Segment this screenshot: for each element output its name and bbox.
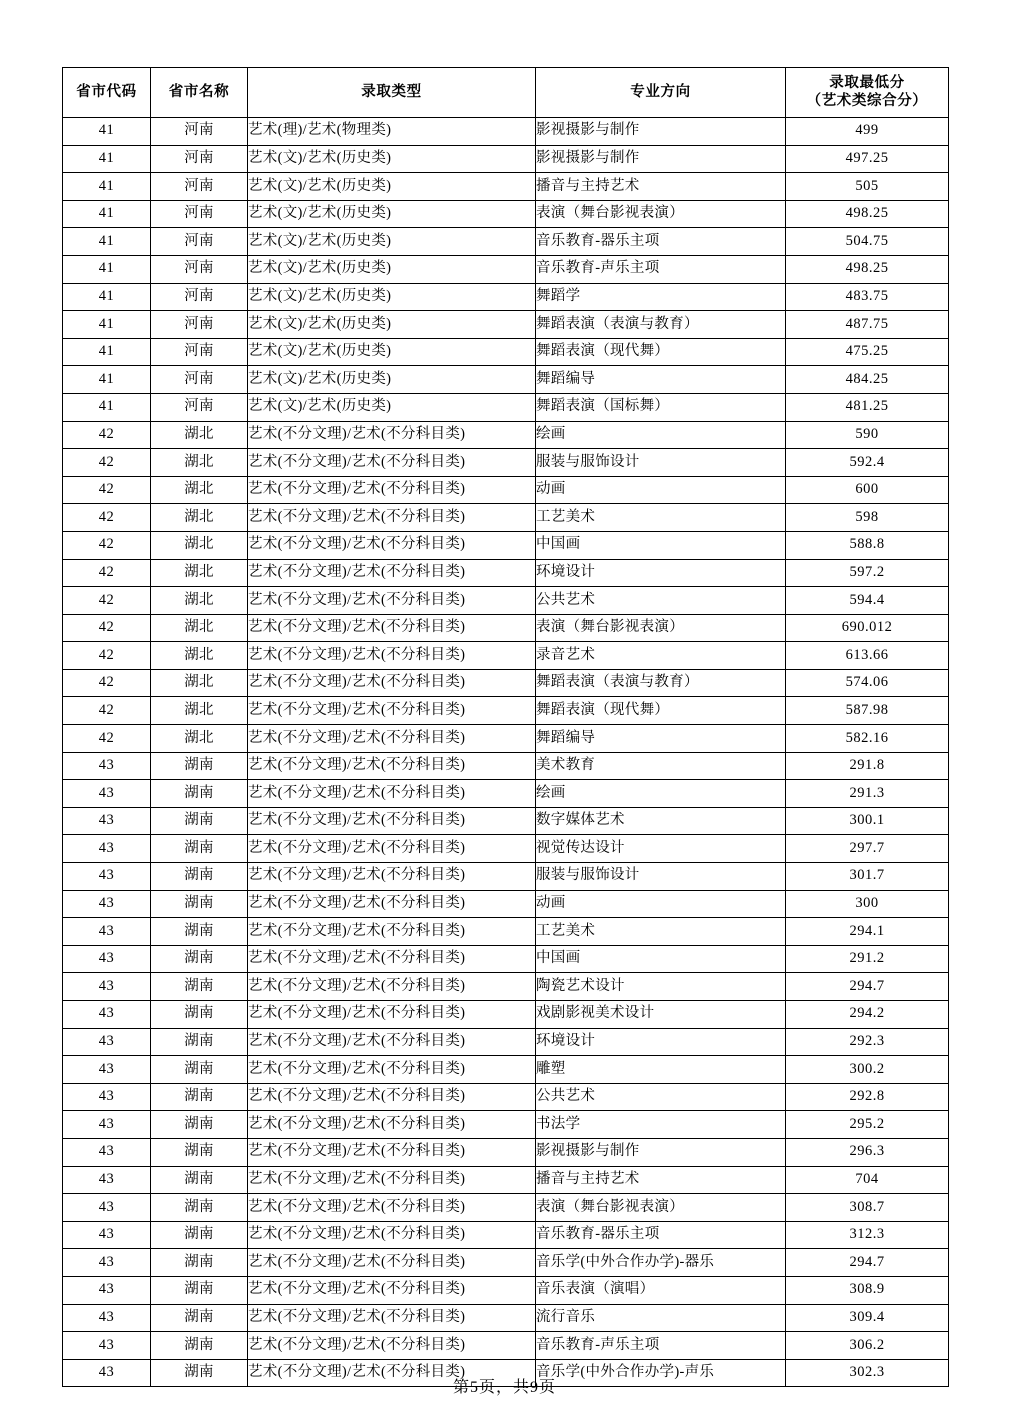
cell-major-direction: 舞蹈表演（国标舞）	[536, 393, 786, 421]
cell-major-direction: 舞蹈表演（表演与教育）	[536, 311, 786, 339]
cell-major-direction: 环境设计	[536, 1028, 786, 1056]
cell-province-name: 湖北	[151, 669, 248, 697]
cell-min-score: 582.16	[786, 725, 949, 753]
cell-min-score: 300.2	[786, 1056, 949, 1084]
table-row	[63, 173, 949, 201]
admission-score-table-container	[62, 67, 948, 1387]
table-row	[63, 1166, 949, 1194]
column-header-min-score-label-line2: （艺术类综合分）	[806, 92, 928, 109]
cell-min-score: 294.2	[786, 1001, 949, 1029]
cell-min-score: 308.7	[786, 1194, 949, 1222]
cell-major-direction: 视觉传达设计	[536, 835, 786, 863]
cell-province-name: 湖南	[151, 1083, 248, 1111]
cell-admission-type: 艺术(文)/艺术(历史类)	[248, 393, 536, 421]
cell-admission-type: 艺术(不分文理)/艺术(不分科目类)	[248, 1194, 536, 1222]
table-row	[63, 283, 949, 311]
cell-major-direction: 播音与主持艺术	[536, 173, 786, 201]
cell-min-score: 483.75	[786, 283, 949, 311]
table-row	[63, 1194, 949, 1222]
cell-min-score: 294.1	[786, 918, 949, 946]
cell-province-code: 42	[63, 449, 151, 477]
cell-major-direction: 录音艺术	[536, 642, 786, 670]
table-row	[63, 1111, 949, 1139]
table-row	[63, 973, 949, 1001]
cell-major-direction: 美术教育	[536, 752, 786, 780]
column-header-major-direction-label: 专业方向	[630, 83, 691, 100]
cell-admission-type: 艺术(不分文理)/艺术(不分科目类)	[248, 1304, 536, 1332]
cell-province-code: 43	[63, 835, 151, 863]
table-row	[63, 918, 949, 946]
cell-min-score: 704	[786, 1166, 949, 1194]
cell-admission-type: 艺术(不分文理)/艺术(不分科目类)	[248, 614, 536, 642]
cell-min-score: 291.3	[786, 780, 949, 808]
table-row	[63, 200, 949, 228]
cell-min-score: 291.8	[786, 752, 949, 780]
cell-province-code: 41	[63, 393, 151, 421]
table-row	[63, 559, 949, 587]
cell-min-score: 297.7	[786, 835, 949, 863]
table-row	[63, 311, 949, 339]
cell-min-score: 484.25	[786, 366, 949, 394]
cell-province-name: 湖南	[151, 945, 248, 973]
cell-min-score: 295.2	[786, 1111, 949, 1139]
cell-major-direction: 表演（舞台影视表演）	[536, 1194, 786, 1222]
cell-province-name: 湖南	[151, 1194, 248, 1222]
table-row	[63, 669, 949, 697]
cell-province-code: 43	[63, 1001, 151, 1029]
cell-province-name: 湖北	[151, 504, 248, 532]
cell-admission-type: 艺术(不分文理)/艺术(不分科目类)	[248, 1111, 536, 1139]
cell-admission-type: 艺术(不分文理)/艺术(不分科目类)	[248, 421, 536, 449]
cell-province-code: 43	[63, 1359, 151, 1387]
cell-province-name: 湖北	[151, 587, 248, 615]
cell-min-score: 588.8	[786, 531, 949, 559]
table-row	[63, 1001, 949, 1029]
cell-min-score: 498.25	[786, 255, 949, 283]
cell-min-score: 475.25	[786, 338, 949, 366]
cell-min-score: 296.3	[786, 1138, 949, 1166]
cell-province-code: 42	[63, 559, 151, 587]
cell-admission-type: 艺术(不分文理)/艺术(不分科目类)	[248, 1249, 536, 1277]
cell-province-name: 河南	[151, 393, 248, 421]
cell-province-code: 42	[63, 531, 151, 559]
cell-admission-type: 艺术(不分文理)/艺术(不分科目类)	[248, 1083, 536, 1111]
cell-province-code: 41	[63, 200, 151, 228]
cell-province-code: 41	[63, 338, 151, 366]
cell-min-score: 481.25	[786, 393, 949, 421]
cell-admission-type: 艺术(不分文理)/艺术(不分科目类)	[248, 559, 536, 587]
cell-admission-type: 艺术(不分文理)/艺术(不分科目类)	[248, 1166, 536, 1194]
cell-min-score: 613.66	[786, 642, 949, 670]
cell-province-code: 43	[63, 1276, 151, 1304]
table-row	[63, 1276, 949, 1304]
cell-major-direction: 绘画	[536, 421, 786, 449]
column-header-min-score	[786, 68, 949, 118]
cell-min-score: 597.2	[786, 559, 949, 587]
cell-min-score: 302.3	[786, 1359, 949, 1387]
cell-admission-type: 艺术(不分文理)/艺术(不分科目类)	[248, 780, 536, 808]
column-header-province-code	[63, 68, 151, 118]
cell-province-code: 42	[63, 614, 151, 642]
cell-province-name: 河南	[151, 366, 248, 394]
cell-province-name: 湖北	[151, 449, 248, 477]
cell-min-score: 291.2	[786, 945, 949, 973]
cell-province-code: 43	[63, 945, 151, 973]
cell-major-direction: 流行音乐	[536, 1304, 786, 1332]
cell-province-code: 42	[63, 504, 151, 532]
table-row	[63, 725, 949, 753]
cell-min-score: 498.25	[786, 200, 949, 228]
cell-admission-type: 艺术(文)/艺术(历史类)	[248, 145, 536, 173]
cell-major-direction: 舞蹈表演（现代舞）	[536, 338, 786, 366]
table-row	[63, 1249, 949, 1277]
cell-admission-type: 艺术(不分文理)/艺术(不分科目类)	[248, 697, 536, 725]
cell-province-code: 43	[63, 1111, 151, 1139]
cell-major-direction: 影视摄影与制作	[536, 1138, 786, 1166]
cell-major-direction: 动画	[536, 476, 786, 504]
cell-province-code: 43	[63, 1056, 151, 1084]
cell-province-name: 河南	[151, 338, 248, 366]
cell-province-name: 湖南	[151, 1221, 248, 1249]
cell-admission-type: 艺术(不分文理)/艺术(不分科目类)	[248, 1332, 536, 1360]
cell-major-direction: 舞蹈表演（现代舞）	[536, 697, 786, 725]
cell-min-score: 300	[786, 890, 949, 918]
cell-major-direction: 动画	[536, 890, 786, 918]
cell-admission-type: 艺术(文)/艺术(历史类)	[248, 283, 536, 311]
cell-province-code: 43	[63, 1028, 151, 1056]
cell-province-name: 湖南	[151, 1304, 248, 1332]
cell-admission-type: 艺术(文)/艺术(历史类)	[248, 173, 536, 201]
cell-province-name: 湖南	[151, 1166, 248, 1194]
cell-admission-type: 艺术(不分文理)/艺术(不分科目类)	[248, 1001, 536, 1029]
cell-province-name: 湖南	[151, 918, 248, 946]
cell-major-direction: 音乐教育-器乐主项	[536, 228, 786, 256]
cell-min-score: 587.98	[786, 697, 949, 725]
column-header-province-name-label: 省市名称	[168, 83, 230, 100]
cell-major-direction: 中国画	[536, 945, 786, 973]
cell-major-direction: 公共艺术	[536, 1083, 786, 1111]
cell-province-code: 43	[63, 1194, 151, 1222]
cell-province-code: 41	[63, 255, 151, 283]
cell-major-direction: 服装与服饰设计	[536, 449, 786, 477]
cell-province-code: 42	[63, 587, 151, 615]
cell-min-score: 487.75	[786, 311, 949, 339]
cell-province-code: 43	[63, 863, 151, 891]
cell-province-name: 湖北	[151, 614, 248, 642]
table-row	[63, 1083, 949, 1111]
cell-province-code: 41	[63, 311, 151, 339]
cell-province-name: 湖南	[151, 1001, 248, 1029]
table-row	[63, 476, 949, 504]
column-header-admission-type-label: 录取类型	[361, 83, 422, 100]
cell-min-score: 312.3	[786, 1221, 949, 1249]
cell-major-direction: 舞蹈编导	[536, 366, 786, 394]
cell-province-name: 湖南	[151, 807, 248, 835]
cell-province-code: 42	[63, 642, 151, 670]
cell-major-direction: 绘画	[536, 780, 786, 808]
cell-admission-type: 艺术(不分文理)/艺术(不分科目类)	[248, 642, 536, 670]
cell-admission-type: 艺术(不分文理)/艺术(不分科目类)	[248, 504, 536, 532]
cell-major-direction: 播音与主持艺术	[536, 1166, 786, 1194]
cell-admission-type: 艺术(不分文理)/艺术(不分科目类)	[248, 669, 536, 697]
cell-major-direction: 舞蹈表演（表演与教育）	[536, 669, 786, 697]
cell-min-score: 600	[786, 476, 949, 504]
cell-min-score: 292.8	[786, 1083, 949, 1111]
cell-min-score: 505	[786, 173, 949, 201]
table-row	[63, 587, 949, 615]
cell-major-direction: 表演（舞台影视表演）	[536, 614, 786, 642]
cell-province-code: 43	[63, 1304, 151, 1332]
table-body	[63, 118, 949, 1387]
table-row	[63, 449, 949, 477]
cell-province-name: 湖南	[151, 835, 248, 863]
table-row	[63, 531, 949, 559]
cell-province-name: 湖南	[151, 752, 248, 780]
cell-admission-type: 艺术(理)/艺术(物理类)	[248, 118, 536, 146]
table-row	[63, 642, 949, 670]
cell-admission-type: 艺术(不分文理)/艺术(不分科目类)	[248, 449, 536, 477]
table-row	[63, 1056, 949, 1084]
cell-province-code: 42	[63, 669, 151, 697]
cell-min-score: 300.1	[786, 807, 949, 835]
cell-province-code: 42	[63, 421, 151, 449]
table-row	[63, 145, 949, 173]
cell-province-name: 河南	[151, 173, 248, 201]
cell-province-name: 湖南	[151, 973, 248, 1001]
cell-province-name: 湖北	[151, 559, 248, 587]
cell-province-name: 湖南	[151, 863, 248, 891]
table-row	[63, 697, 949, 725]
cell-province-name: 湖北	[151, 476, 248, 504]
cell-province-name: 湖南	[151, 890, 248, 918]
cell-province-code: 43	[63, 807, 151, 835]
cell-admission-type: 艺术(文)/艺术(历史类)	[248, 255, 536, 283]
cell-major-direction: 音乐学(中外合作办学)-声乐	[536, 1359, 786, 1387]
page-footer	[0, 1374, 1009, 1397]
table-row	[63, 118, 949, 146]
cell-province-name: 湖南	[151, 1249, 248, 1277]
table-row	[63, 1332, 949, 1360]
cell-province-code: 43	[63, 918, 151, 946]
cell-major-direction: 舞蹈学	[536, 283, 786, 311]
cell-province-code: 41	[63, 228, 151, 256]
cell-admission-type: 艺术(文)/艺术(历史类)	[248, 200, 536, 228]
cell-major-direction: 公共艺术	[536, 587, 786, 615]
table-row	[63, 366, 949, 394]
cell-min-score: 592.4	[786, 449, 949, 477]
cell-min-score: 594.4	[786, 587, 949, 615]
cell-province-name: 河南	[151, 228, 248, 256]
cell-province-name: 湖南	[151, 1359, 248, 1387]
cell-province-code: 41	[63, 173, 151, 201]
cell-min-score: 308.9	[786, 1276, 949, 1304]
cell-province-code: 43	[63, 1166, 151, 1194]
cell-admission-type: 艺术(不分文理)/艺术(不分科目类)	[248, 725, 536, 753]
cell-admission-type: 艺术(不分文理)/艺术(不分科目类)	[248, 531, 536, 559]
table-row	[63, 752, 949, 780]
cell-min-score: 309.4	[786, 1304, 949, 1332]
table-row	[63, 807, 949, 835]
table-row	[63, 421, 949, 449]
cell-province-code: 43	[63, 973, 151, 1001]
cell-major-direction: 音乐教育-器乐主项	[536, 1221, 786, 1249]
cell-admission-type: 艺术(不分文理)/艺术(不分科目类)	[248, 918, 536, 946]
column-header-major-direction	[536, 68, 786, 118]
cell-province-name: 湖南	[151, 780, 248, 808]
cell-major-direction: 陶瓷艺术设计	[536, 973, 786, 1001]
cell-major-direction: 环境设计	[536, 559, 786, 587]
cell-major-direction: 雕塑	[536, 1056, 786, 1084]
cell-min-score: 504.75	[786, 228, 949, 256]
cell-province-code: 43	[63, 1332, 151, 1360]
cell-major-direction: 舞蹈编导	[536, 725, 786, 753]
cell-admission-type: 艺术(不分文理)/艺术(不分科目类)	[248, 973, 536, 1001]
cell-province-code: 42	[63, 697, 151, 725]
cell-province-name: 湖北	[151, 725, 248, 753]
page-footer-text: 第5页，共9页	[452, 1379, 556, 1396]
column-header-province-name	[151, 68, 248, 118]
cell-admission-type: 艺术(文)/艺术(历史类)	[248, 311, 536, 339]
cell-province-name: 河南	[151, 283, 248, 311]
cell-province-code: 41	[63, 118, 151, 146]
table-header	[63, 68, 949, 118]
cell-province-name: 湖北	[151, 531, 248, 559]
cell-province-name: 湖南	[151, 1138, 248, 1166]
cell-admission-type: 艺术(不分文理)/艺术(不分科目类)	[248, 476, 536, 504]
column-header-min-score-label-line1: 录取最低分	[829, 74, 905, 91]
cell-province-name: 湖南	[151, 1332, 248, 1360]
cell-admission-type: 艺术(不分文理)/艺术(不分科目类)	[248, 587, 536, 615]
cell-admission-type: 艺术(不分文理)/艺术(不分科目类)	[248, 1276, 536, 1304]
cell-province-name: 河南	[151, 118, 248, 146]
cell-major-direction: 音乐学(中外合作办学)-器乐	[536, 1249, 786, 1277]
table-row	[63, 1304, 949, 1332]
cell-province-name: 湖北	[151, 421, 248, 449]
table-row	[63, 393, 949, 421]
cell-admission-type: 艺术(不分文理)/艺术(不分科目类)	[248, 863, 536, 891]
cell-province-name: 湖南	[151, 1276, 248, 1304]
cell-min-score: 294.7	[786, 1249, 949, 1277]
table-row	[63, 863, 949, 891]
column-header-province-code-label: 省市代码	[76, 83, 137, 100]
cell-province-name: 河南	[151, 145, 248, 173]
cell-min-score: 590	[786, 421, 949, 449]
cell-major-direction: 书法学	[536, 1111, 786, 1139]
cell-province-code: 41	[63, 283, 151, 311]
table-row	[63, 890, 949, 918]
cell-admission-type: 艺术(不分文理)/艺术(不分科目类)	[248, 890, 536, 918]
cell-admission-type: 艺术(不分文理)/艺术(不分科目类)	[248, 1359, 536, 1387]
cell-province-name: 湖北	[151, 697, 248, 725]
cell-admission-type: 艺术(不分文理)/艺术(不分科目类)	[248, 1028, 536, 1056]
cell-admission-type: 艺术(不分文理)/艺术(不分科目类)	[248, 1221, 536, 1249]
table-row	[63, 1138, 949, 1166]
cell-province-code: 43	[63, 1083, 151, 1111]
cell-min-score: 292.3	[786, 1028, 949, 1056]
cell-province-name: 湖南	[151, 1028, 248, 1056]
cell-province-code: 41	[63, 145, 151, 173]
cell-major-direction: 工艺美术	[536, 918, 786, 946]
table-row	[63, 780, 949, 808]
cell-min-score: 497.25	[786, 145, 949, 173]
cell-min-score: 499	[786, 118, 949, 146]
cell-province-name: 河南	[151, 255, 248, 283]
cell-admission-type: 艺术(文)/艺术(历史类)	[248, 228, 536, 256]
table-row	[63, 338, 949, 366]
cell-province-code: 41	[63, 366, 151, 394]
column-header-admission-type	[248, 68, 536, 118]
cell-province-name: 河南	[151, 200, 248, 228]
cell-province-name: 湖南	[151, 1056, 248, 1084]
table-row	[63, 1221, 949, 1249]
cell-province-code: 43	[63, 1138, 151, 1166]
cell-admission-type: 艺术(文)/艺术(历史类)	[248, 366, 536, 394]
cell-province-name: 湖南	[151, 1111, 248, 1139]
table-row	[63, 228, 949, 256]
cell-province-code: 42	[63, 476, 151, 504]
cell-province-code: 43	[63, 1249, 151, 1277]
cell-province-name: 河南	[151, 311, 248, 339]
cell-min-score: 574.06	[786, 669, 949, 697]
table-row	[63, 614, 949, 642]
cell-admission-type: 艺术(不分文理)/艺术(不分科目类)	[248, 807, 536, 835]
cell-major-direction: 音乐教育-声乐主项	[536, 255, 786, 283]
cell-major-direction: 中国画	[536, 531, 786, 559]
cell-province-code: 43	[63, 752, 151, 780]
cell-min-score: 294.7	[786, 973, 949, 1001]
cell-province-name: 湖北	[151, 642, 248, 670]
cell-major-direction: 音乐教育-声乐主项	[536, 1332, 786, 1360]
admission-score-table	[62, 67, 949, 1387]
cell-min-score: 306.2	[786, 1332, 949, 1360]
cell-major-direction: 影视摄影与制作	[536, 145, 786, 173]
table-header-row	[63, 68, 949, 118]
cell-province-code: 42	[63, 725, 151, 753]
table-row	[63, 255, 949, 283]
table-row	[63, 835, 949, 863]
cell-admission-type: 艺术(不分文理)/艺术(不分科目类)	[248, 752, 536, 780]
cell-admission-type: 艺术(文)/艺术(历史类)	[248, 338, 536, 366]
cell-major-direction: 表演（舞台影视表演）	[536, 200, 786, 228]
cell-major-direction: 服装与服饰设计	[536, 863, 786, 891]
cell-min-score: 598	[786, 504, 949, 532]
cell-province-code: 43	[63, 780, 151, 808]
cell-major-direction: 音乐表演（演唱）	[536, 1276, 786, 1304]
cell-admission-type: 艺术(不分文理)/艺术(不分科目类)	[248, 1056, 536, 1084]
cell-min-score: 690.012	[786, 614, 949, 642]
cell-major-direction: 工艺美术	[536, 504, 786, 532]
cell-admission-type: 艺术(不分文理)/艺术(不分科目类)	[248, 945, 536, 973]
table-row	[63, 504, 949, 532]
cell-major-direction: 数字媒体艺术	[536, 807, 786, 835]
table-row	[63, 1028, 949, 1056]
cell-admission-type: 艺术(不分文理)/艺术(不分科目类)	[248, 835, 536, 863]
table-row	[63, 945, 949, 973]
cell-province-code: 43	[63, 890, 151, 918]
cell-major-direction: 戏剧影视美术设计	[536, 1001, 786, 1029]
cell-province-code: 43	[63, 1221, 151, 1249]
cell-min-score: 301.7	[786, 863, 949, 891]
cell-major-direction: 影视摄影与制作	[536, 118, 786, 146]
cell-admission-type: 艺术(不分文理)/艺术(不分科目类)	[248, 1138, 536, 1166]
